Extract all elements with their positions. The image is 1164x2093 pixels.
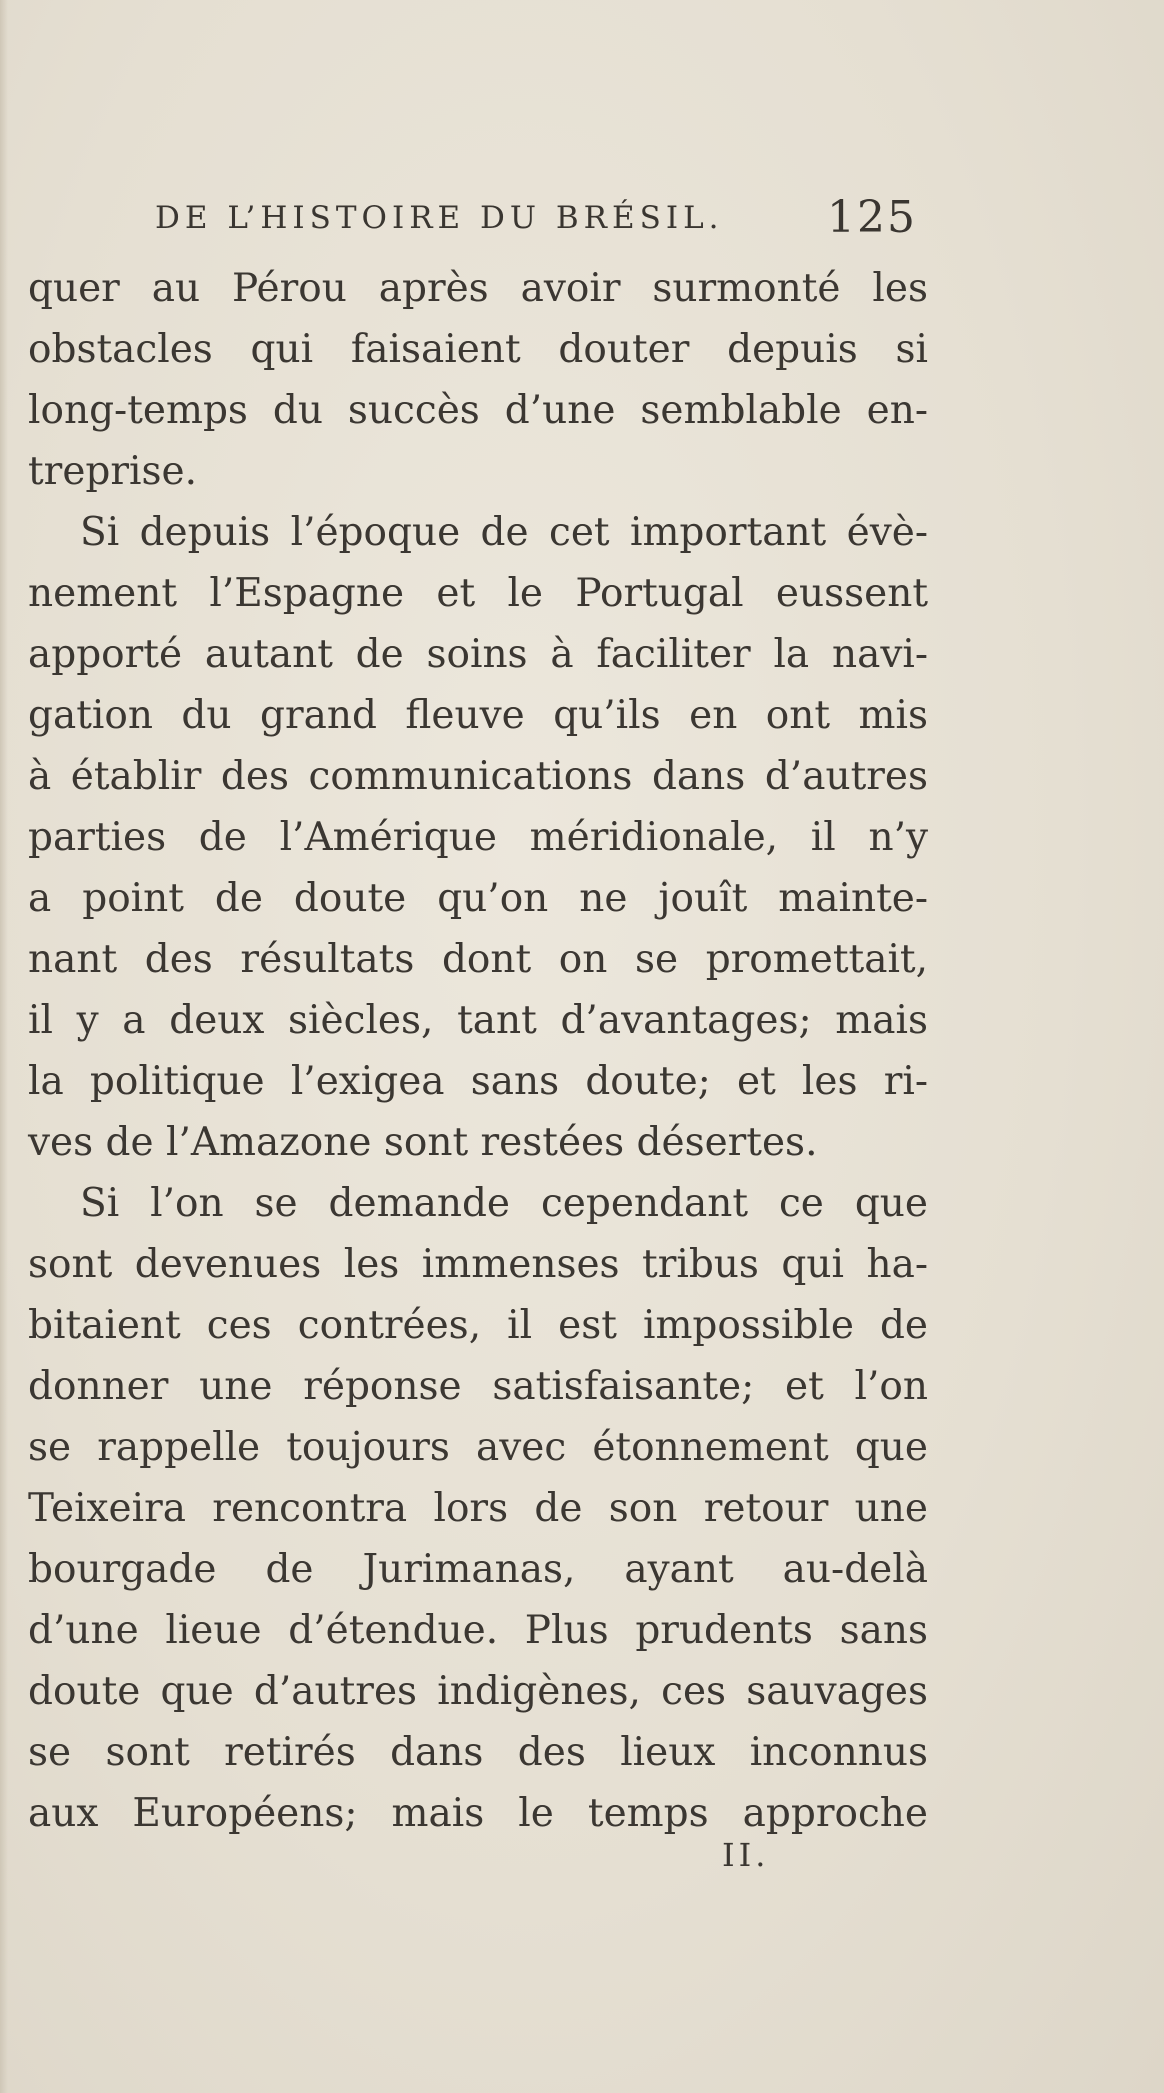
text-line: quer au Pérou après avoir surmonté les xyxy=(28,266,928,311)
text-line: a point de doute qu’on ne jouît mainte- xyxy=(28,876,928,921)
text-line: d’une lieue d’étendue. Plus prudents sans xyxy=(28,1608,928,1653)
running-title: DE L’HISTOIRE DU BRÉSIL. xyxy=(155,200,724,236)
text-line: nement l’Espagne et le Portugal eussent xyxy=(28,571,928,616)
text-line: bitaient ces contrées, il est impossible de xyxy=(28,1303,928,1348)
signature-mark: II. xyxy=(722,1836,770,1874)
text-line: gation du grand fleuve qu’ils en ont mis xyxy=(28,693,928,738)
text-line: donner une réponse satisfaisante; et l’on xyxy=(28,1364,928,1409)
text-line-paragraph-start: Si depuis l’époque de cet important évè- xyxy=(80,510,928,555)
text-line: se rappelle toujours avec étonnement que xyxy=(28,1425,928,1470)
text-line: sont devenues les immenses tribus qui ha- xyxy=(28,1242,928,1287)
text-line: la politique l’exigea sans doute; et les ri- xyxy=(28,1059,928,1104)
text-line: se sont retirés dans des lieux inconnus xyxy=(28,1730,928,1775)
text-line: obstacles qui faisaient douter depuis si xyxy=(28,327,928,372)
text-line: aux Européens; mais le temps approche xyxy=(28,1791,928,1836)
body-text xyxy=(28,258,928,1844)
text-line: long-temps du succès d’une semblable en- xyxy=(28,388,928,433)
page-number: 125 xyxy=(827,192,917,243)
text-line: apporté autant de soins à faciliter la navi- xyxy=(28,632,928,677)
text-line: il y a deux siècles, tant d’avantages; mais xyxy=(28,998,928,1043)
text-line: Teixeira rencontra lors de son retour une xyxy=(28,1486,928,1531)
text-line-paragraph-start: Si l’on se demande cependant ce que xyxy=(80,1181,928,1226)
running-head xyxy=(155,192,925,248)
text-line: doute que d’autres indigènes, ces sauvages xyxy=(28,1669,928,1714)
text-line: bourgade de Jurimanas, ayant au-delà xyxy=(28,1547,928,1592)
page-edge-shadow xyxy=(0,0,8,2093)
text-line: treprise. xyxy=(28,449,197,494)
text-line: à établir des communications dans d’autres xyxy=(28,754,928,799)
text-line: parties de l’Amérique méridionale, il n’y xyxy=(28,815,928,860)
text-line: nant des résultats dont on se promettait, xyxy=(28,937,928,982)
text-line: ves de l’Amazone sont restées désertes. xyxy=(28,1120,818,1165)
